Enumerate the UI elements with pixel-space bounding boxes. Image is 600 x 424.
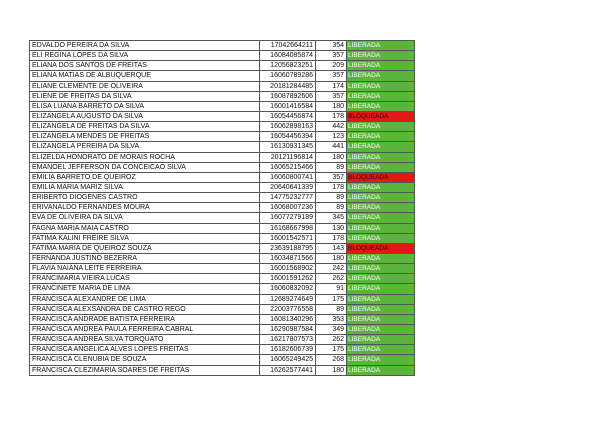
- score-cell[interactable]: 180: [316, 253, 347, 263]
- name-cell[interactable]: FRANCISCA CLENUBIA DE SOUZA: [30, 355, 260, 365]
- score-cell[interactable]: 91: [316, 284, 347, 294]
- table-row: [30, 243, 415, 253]
- name-cell[interactable]: FRANCINETE MARIA DE LIMA: [30, 284, 260, 294]
- status-cell[interactable]: LIBERADA: [347, 203, 415, 213]
- id-cell[interactable]: 16087892606: [260, 91, 316, 101]
- status-cell[interactable]: LIBERADA: [347, 61, 415, 71]
- id-cell[interactable]: 23639188795: [260, 243, 316, 253]
- status-cell[interactable]: LIBERADA: [347, 274, 415, 284]
- status-cell[interactable]: LIBERADA: [347, 253, 415, 263]
- status-cell[interactable]: LIBERADA: [347, 71, 415, 81]
- status-cell[interactable]: LIBERADA: [347, 193, 415, 203]
- score-cell[interactable]: 130: [316, 223, 347, 233]
- table-row: [30, 152, 415, 162]
- id-cell[interactable]: 16168667998: [260, 223, 316, 233]
- name-cell[interactable]: ERIVANALDO FERNANDES MOURA: [30, 203, 260, 213]
- status-cell[interactable]: LIBERADA: [347, 314, 415, 324]
- status-cell[interactable]: LIBERADA: [347, 365, 415, 375]
- id-cell[interactable]: 16077279189: [260, 213, 316, 223]
- status-cell[interactable]: LIBERADA: [347, 152, 415, 162]
- id-cell[interactable]: 16001568902: [260, 264, 316, 274]
- table-row: [30, 335, 415, 345]
- status-cell[interactable]: LIBERADA: [347, 355, 415, 365]
- score-cell[interactable]: 143: [316, 243, 347, 253]
- score-cell[interactable]: 442: [316, 122, 347, 132]
- table-row: [30, 223, 415, 233]
- table-row: [30, 172, 415, 182]
- status-cell[interactable]: BLOQUEADA: [347, 172, 415, 182]
- id-cell[interactable]: 16262577441: [260, 365, 316, 375]
- table-row: [30, 162, 415, 172]
- score-cell[interactable]: 357: [316, 71, 347, 81]
- status-cell[interactable]: LIBERADA: [347, 345, 415, 355]
- status-cell[interactable]: LIBERADA: [347, 51, 415, 61]
- status-cell[interactable]: LIBERADA: [347, 142, 415, 152]
- table-row: [30, 304, 415, 314]
- name-cell[interactable]: ELIZANGELA AUGUSTO DA SILVA: [30, 111, 260, 121]
- score-cell[interactable]: 353: [316, 314, 347, 324]
- score-cell[interactable]: 89: [316, 162, 347, 172]
- score-cell[interactable]: 178: [316, 111, 347, 121]
- name-cell[interactable]: ELIZANGELA MENDES DE FREITAS: [30, 132, 260, 142]
- name-cell[interactable]: ELI REGINA LOPES DA SILVA: [30, 51, 260, 61]
- status-cell[interactable]: LIBERADA: [347, 162, 415, 172]
- score-cell[interactable]: 178: [316, 182, 347, 192]
- id-cell[interactable]: 12056823251: [260, 61, 316, 71]
- id-cell[interactable]: 16081340296: [260, 314, 316, 324]
- name-cell[interactable]: EDVALDO PEREIRA DA SILVA: [30, 41, 260, 51]
- table-row: [30, 365, 415, 375]
- name-cell[interactable]: FRANCISCA ANGELICA ALVES LOPES FREITAS: [30, 345, 260, 355]
- id-cell[interactable]: 17042664211: [260, 41, 316, 51]
- table-row: [30, 81, 415, 91]
- id-cell[interactable]: 16060832092: [260, 284, 316, 294]
- table-row: [30, 91, 415, 101]
- status-cell[interactable]: LIBERADA: [347, 304, 415, 314]
- name-cell[interactable]: FRANCISCA ANDRADE BATISTA FERREIRA: [30, 314, 260, 324]
- score-cell[interactable]: 180: [316, 365, 347, 375]
- name-cell[interactable]: FRANCISCA ALEXANDRE DE LIMA: [30, 294, 260, 304]
- table-row: [30, 324, 415, 334]
- table-row: [30, 132, 415, 142]
- table-row: [30, 111, 415, 121]
- table-row: [30, 142, 415, 152]
- name-cell[interactable]: FRANCISCA ALEXSANDRA DE CASTRO REGO: [30, 304, 260, 314]
- name-cell[interactable]: FERNANDA JUSTINO BEZERRA: [30, 253, 260, 263]
- id-cell[interactable]: 16290987584: [260, 324, 316, 334]
- table-body: [30, 41, 415, 376]
- table-row: [30, 213, 415, 223]
- table-row: [30, 264, 415, 274]
- table-row: [30, 203, 415, 213]
- table-row: [30, 294, 415, 304]
- id-cell[interactable]: 16054456874: [260, 111, 316, 121]
- score-cell[interactable]: 178: [316, 233, 347, 243]
- score-cell[interactable]: 174: [316, 81, 347, 91]
- score-cell[interactable]: 180: [316, 152, 347, 162]
- id-cell[interactable]: 16062898163: [260, 122, 316, 132]
- id-cell[interactable]: 16084085874: [260, 51, 316, 61]
- id-cell[interactable]: 22003776558: [260, 304, 316, 314]
- id-cell[interactable]: 12689274649: [260, 294, 316, 304]
- status-cell[interactable]: LIBERADA: [347, 264, 415, 274]
- table-row: [30, 51, 415, 61]
- name-cell[interactable]: ELISA LUANA BARRETO DA SILVA: [30, 101, 260, 111]
- score-cell[interactable]: 175: [316, 345, 347, 355]
- status-cell[interactable]: LIBERADA: [347, 41, 415, 51]
- status-cell[interactable]: LIBERADA: [347, 101, 415, 111]
- table-row: [30, 233, 415, 243]
- id-cell[interactable]: 16060800741: [260, 172, 316, 182]
- score-cell[interactable]: 268: [316, 355, 347, 365]
- id-cell[interactable]: 16001416584: [260, 101, 316, 111]
- status-cell[interactable]: LIBERADA: [347, 223, 415, 233]
- id-cell[interactable]: 16217807573: [260, 335, 316, 345]
- name-cell[interactable]: ELIENE DE FREITAS DA SILVA: [30, 91, 260, 101]
- name-cell[interactable]: FLAVIA NAIANA LEITE FERREIRA: [30, 264, 260, 274]
- table-row: [30, 355, 415, 365]
- status-cell[interactable]: LIBERADA: [347, 324, 415, 334]
- name-cell[interactable]: ELIANE CLEMENTE DE OLIVEIRA: [30, 81, 260, 91]
- id-cell[interactable]: 16054456394: [260, 132, 316, 142]
- name-cell[interactable]: FRANCISCA ANDREA PAULA FERREIRA CABRAL: [30, 324, 260, 334]
- id-cell[interactable]: 20640641339: [260, 182, 316, 192]
- table-row: [30, 61, 415, 71]
- score-cell[interactable]: 123: [316, 132, 347, 142]
- table-row: [30, 101, 415, 111]
- status-cell[interactable]: LIBERADA: [347, 122, 415, 132]
- score-cell[interactable]: 357: [316, 51, 347, 61]
- id-cell[interactable]: 20181284485: [260, 81, 316, 91]
- name-cell[interactable]: FRANCISCA ANDREA SILVA TORQUATO: [30, 335, 260, 345]
- name-cell[interactable]: FATIMA KALINI FREIRE SILVA: [30, 233, 260, 243]
- name-cell[interactable]: EVA DE OLIVEIRA DA SILVA: [30, 213, 260, 223]
- score-cell[interactable]: 357: [316, 172, 347, 182]
- name-cell[interactable]: ELIZANGELA DE FREITAS DA SILVA: [30, 122, 260, 132]
- status-cell[interactable]: LIBERADA: [347, 335, 415, 345]
- status-cell[interactable]: LIBERADA: [347, 132, 415, 142]
- status-cell[interactable]: BLOQUEADA: [347, 243, 415, 253]
- table-row: [30, 193, 415, 203]
- score-cell[interactable]: 89: [316, 203, 347, 213]
- name-cell[interactable]: ELIZELDA HONORATO DE MORAIS ROCHA: [30, 152, 260, 162]
- table-row: [30, 71, 415, 81]
- score-cell[interactable]: 180: [316, 101, 347, 111]
- status-cell[interactable]: LIBERADA: [347, 233, 415, 243]
- name-cell[interactable]: ELIANA DOS SANTOS DE FREITAS: [30, 61, 260, 71]
- table-row: [30, 182, 415, 192]
- id-cell[interactable]: 14775232777: [260, 193, 316, 203]
- table-row: [30, 314, 415, 324]
- name-cell[interactable]: FATIMA MARIA DE QUEIROZ SOUZA: [30, 243, 260, 253]
- score-cell[interactable]: 357: [316, 91, 347, 101]
- id-cell[interactable]: 16034871566: [260, 253, 316, 263]
- status-cell[interactable]: BLOQUEADA: [347, 111, 415, 121]
- table-row: [30, 253, 415, 263]
- score-cell[interactable]: 349: [316, 324, 347, 334]
- table-row: [30, 345, 415, 355]
- score-cell[interactable]: 89: [316, 304, 347, 314]
- id-cell[interactable]: 16068007236: [260, 203, 316, 213]
- status-cell[interactable]: LIBERADA: [347, 284, 415, 294]
- status-cell[interactable]: LIBERADA: [347, 91, 415, 101]
- id-cell[interactable]: 20121196814: [260, 152, 316, 162]
- spreadsheet-table: [29, 40, 415, 376]
- status-cell[interactable]: LIBERADA: [347, 213, 415, 223]
- name-cell[interactable]: ERIBERTO DIOGENES CASTRO: [30, 193, 260, 203]
- name-cell[interactable]: FRANCISCA CLEZIMARIA SOARES DE FREITAS: [30, 365, 260, 375]
- name-cell[interactable]: ELIZANGELA PEREIRA DA SILVA: [30, 142, 260, 152]
- id-cell[interactable]: 16001542571: [260, 233, 316, 243]
- score-cell[interactable]: 89: [316, 193, 347, 203]
- table-row: [30, 274, 415, 284]
- score-cell[interactable]: 262: [316, 335, 347, 345]
- name-cell[interactable]: ELIANA MATIAS DE ALBUQUERQUE: [30, 71, 260, 81]
- table-row: [30, 41, 415, 51]
- score-cell[interactable]: 345: [316, 213, 347, 223]
- name-cell[interactable]: FAGNA MARIA MAIA CASTRO: [30, 223, 260, 233]
- score-cell[interactable]: 441: [316, 142, 347, 152]
- name-cell[interactable]: EMANOEL JEFFERSON DA CONCEICAO SILVA: [30, 162, 260, 172]
- table-row: [30, 122, 415, 132]
- score-cell[interactable]: 242: [316, 264, 347, 274]
- score-cell[interactable]: 262: [316, 274, 347, 284]
- score-cell[interactable]: 209: [316, 61, 347, 71]
- status-cell[interactable]: LIBERADA: [347, 294, 415, 304]
- score-cell[interactable]: 354: [316, 41, 347, 51]
- status-cell[interactable]: LIBERADA: [347, 182, 415, 192]
- id-cell[interactable]: 16130931345: [260, 142, 316, 152]
- name-cell[interactable]: EMILIA MARIA MARIZ SILVA: [30, 182, 260, 192]
- id-cell[interactable]: 16065249425: [260, 355, 316, 365]
- name-cell[interactable]: FRANCIMARIA VIEIRA LUCAS: [30, 274, 260, 284]
- id-cell[interactable]: 16001591262: [260, 274, 316, 284]
- id-cell[interactable]: 16060789286: [260, 71, 316, 81]
- id-cell[interactable]: 16065215466: [260, 162, 316, 172]
- id-cell[interactable]: 16182606739: [260, 345, 316, 355]
- name-cell[interactable]: EMILIA BARRETO DE QUEIROZ: [30, 172, 260, 182]
- table-row: [30, 284, 415, 294]
- score-cell[interactable]: 175: [316, 294, 347, 304]
- status-cell[interactable]: LIBERADA: [347, 81, 415, 91]
